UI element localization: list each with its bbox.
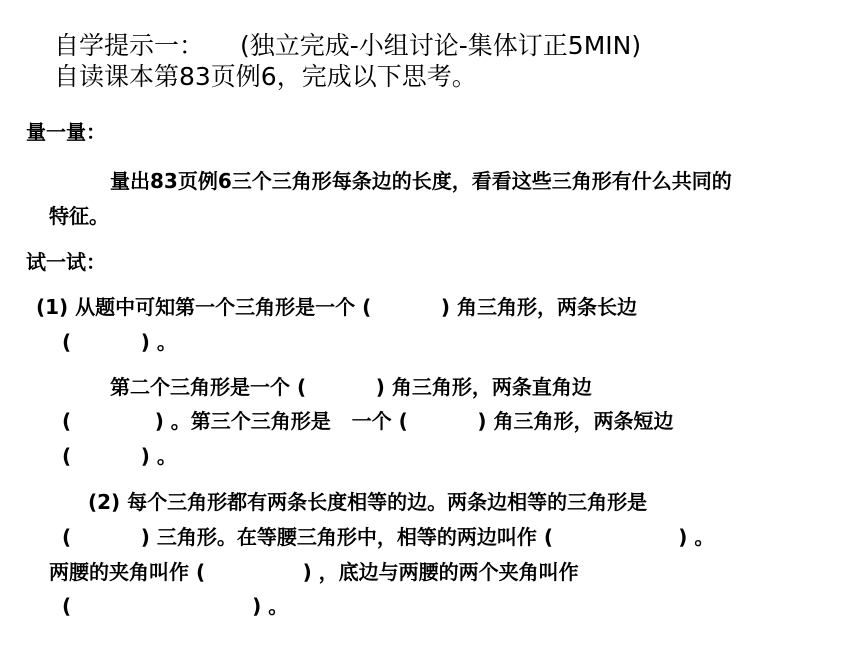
question-2-line-4: ( ) 。	[62, 594, 289, 618]
try-heading: 试一试：	[26, 250, 106, 274]
question-1-line-1: (1) 从题中可知第一个三角形是一个 ( ) 角三角形，两条长边	[36, 295, 637, 319]
measure-line-2: 特征。	[49, 204, 109, 228]
question-1-line-2: ( ) 。	[62, 330, 177, 354]
question-1-line-5: ( ) 。	[62, 444, 177, 468]
question-1-line-4: ( ) 。第三个三角形是 一个 ( ) 角三角形，两条短边	[62, 409, 674, 433]
question-2-line-3: 两腰的夹角叫作 ( ) ，底边与两腰的两个夹角叫作	[49, 560, 579, 584]
hint-time-note: (独立完成-小组讨论-集体订正5MIN)	[240, 31, 642, 60]
hint-title: 自学提示一：	[54, 31, 205, 60]
question-1-line-3: 第二个三角形是一个 ( ) 角三角形，两条直角边	[110, 375, 592, 399]
hint-instruction: 自读课本第83页例6，完成以下思考。	[54, 62, 477, 91]
question-2-line-1: (2) 每个三角形都有两条长度相等的边。两条边相等的三角形是	[88, 490, 648, 514]
measure-line-1: 量出83页例6三个三角形每条边的长度，看看这些三角形有什么共同的	[110, 169, 732, 193]
question-2-line-2: ( ) 三角形。在等腰三角形中，相等的两边叫作 ( ) 。	[62, 525, 715, 549]
measure-heading: 量一量：	[26, 120, 106, 144]
